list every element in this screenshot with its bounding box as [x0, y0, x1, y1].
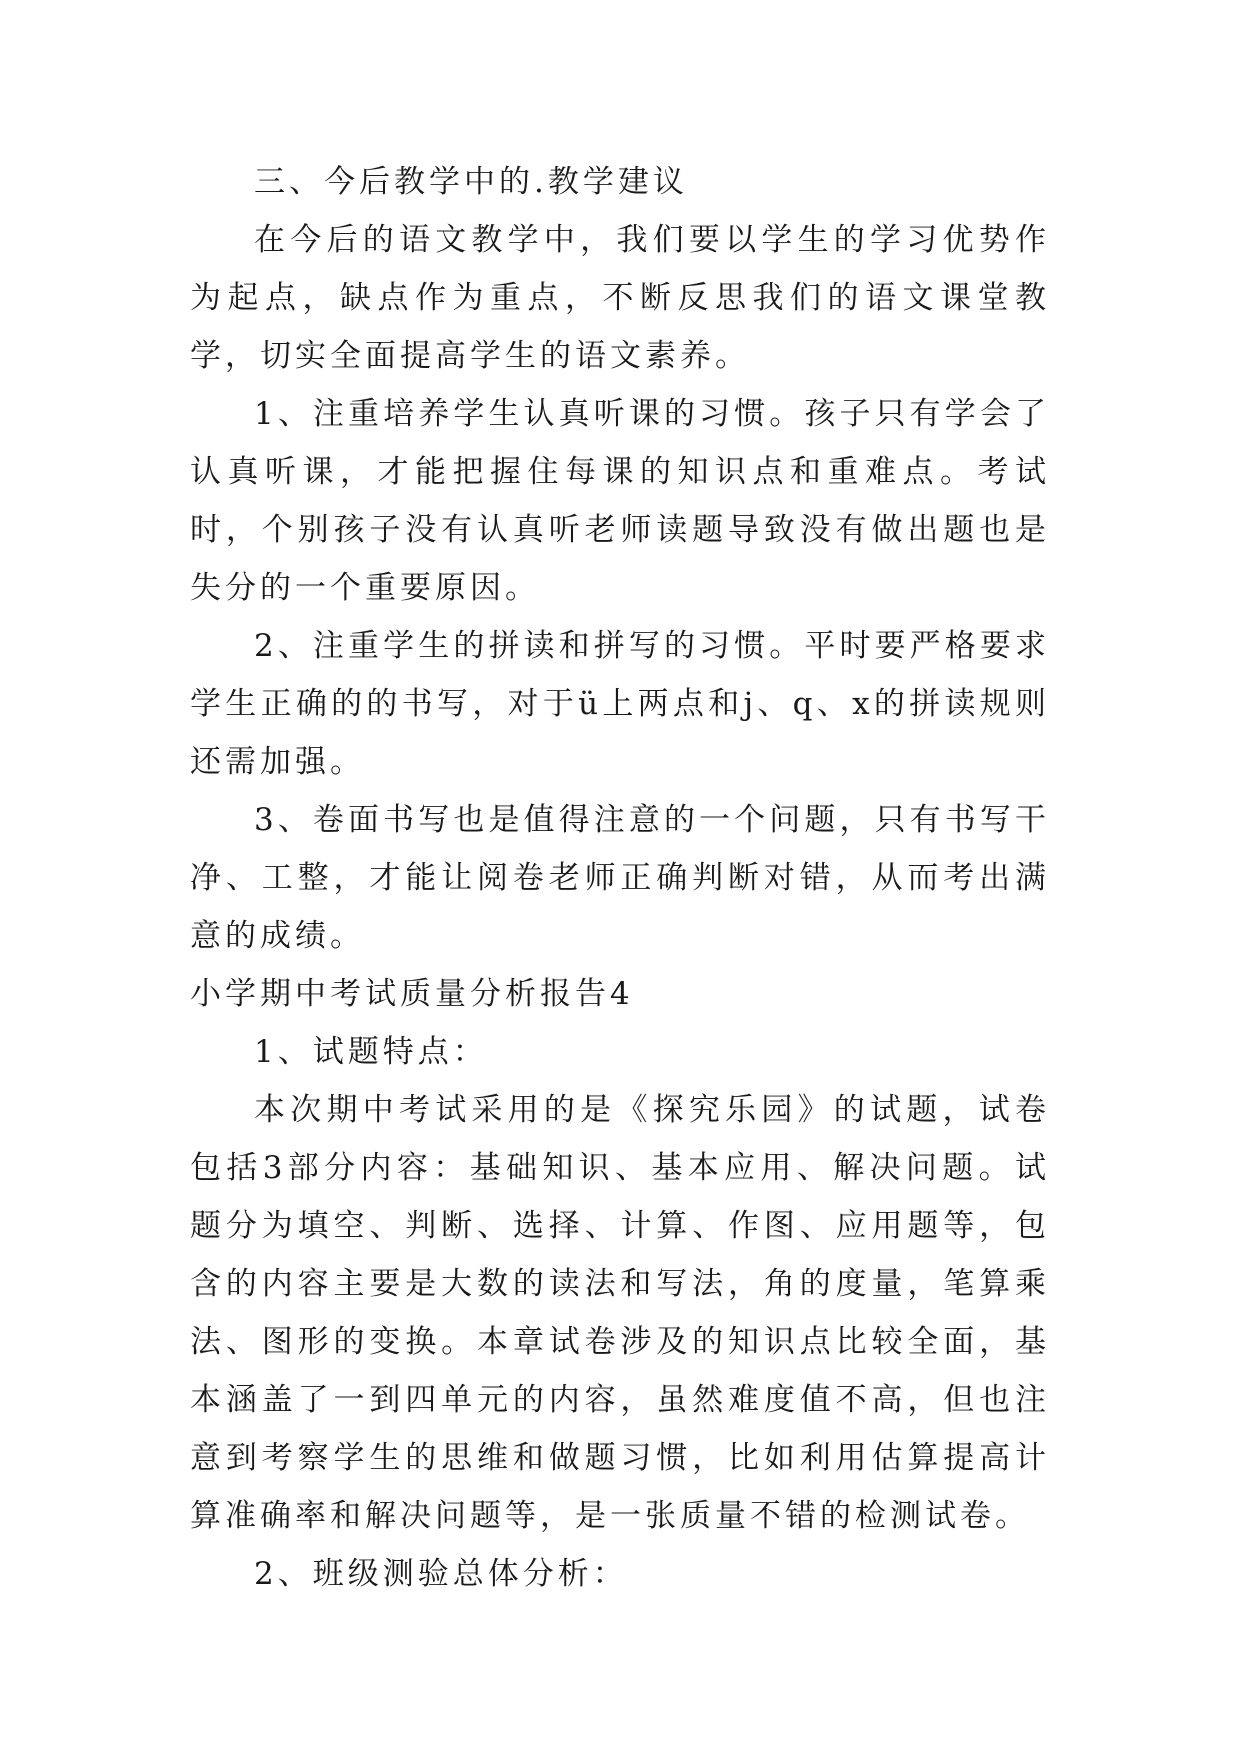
paragraph-point-1: 1、注重培养学生认真听课的习惯。孩子只有学会了认真听课，才能把握住每课的知识点和重难点。考试时，个别孩子没有认真听老师读题导致没有做出题也是失分的一个重要原因。	[190, 396, 1050, 606]
report-title: 小学期中考试质量分析报告4	[190, 976, 634, 1012]
paragraph-point-3: 3、卷面书写也是值得注意的一个问题，只有书写干净、工整，才能让阅卷老师正确判断对错，从而考出满意的成绩。	[190, 802, 1050, 954]
paragraph-test-description: 本次期中考试采用的是《探究乐园》的试题，试卷包括3部分内容：基础知识、基本应用、解决问题。试题分为填空、判断、选择、计算、作图、应用题等，包含的内容主要是大数的读法和写法，角的度量，笔算乘法、图形的变换。本章试卷涉及的知识点比较全面，基本涵盖了一到四单元的内容，虽然难度值不高，但也注意到考察学生的思维和做题习惯，比如利用估算提高计算准确率和解决问题等，是一张质量不错的检测试卷。	[190, 1092, 1050, 1534]
paragraph-intro: 在今后的语文教学中，我们要以学生的学习优势作为起点，缺点作为重点，不断反思我们的语文课堂教学，切实全面提高学生的语文素养。	[190, 222, 1050, 374]
subheading-test-features: 1、试题特点：	[254, 1034, 488, 1070]
paragraph-point-2: 2、注重学生的拼读和拼写的习惯。平时要严格要求学生正确的的书写，对于ü上两点和j、q、x的拼读规则还需加强。	[190, 628, 1050, 780]
document-page	[190, 153, 1050, 1603]
subheading-class-analysis: 2、班级测验总体分析：	[254, 1556, 628, 1592]
section-heading: 三、今后教学中的.教学建议	[254, 164, 688, 200]
